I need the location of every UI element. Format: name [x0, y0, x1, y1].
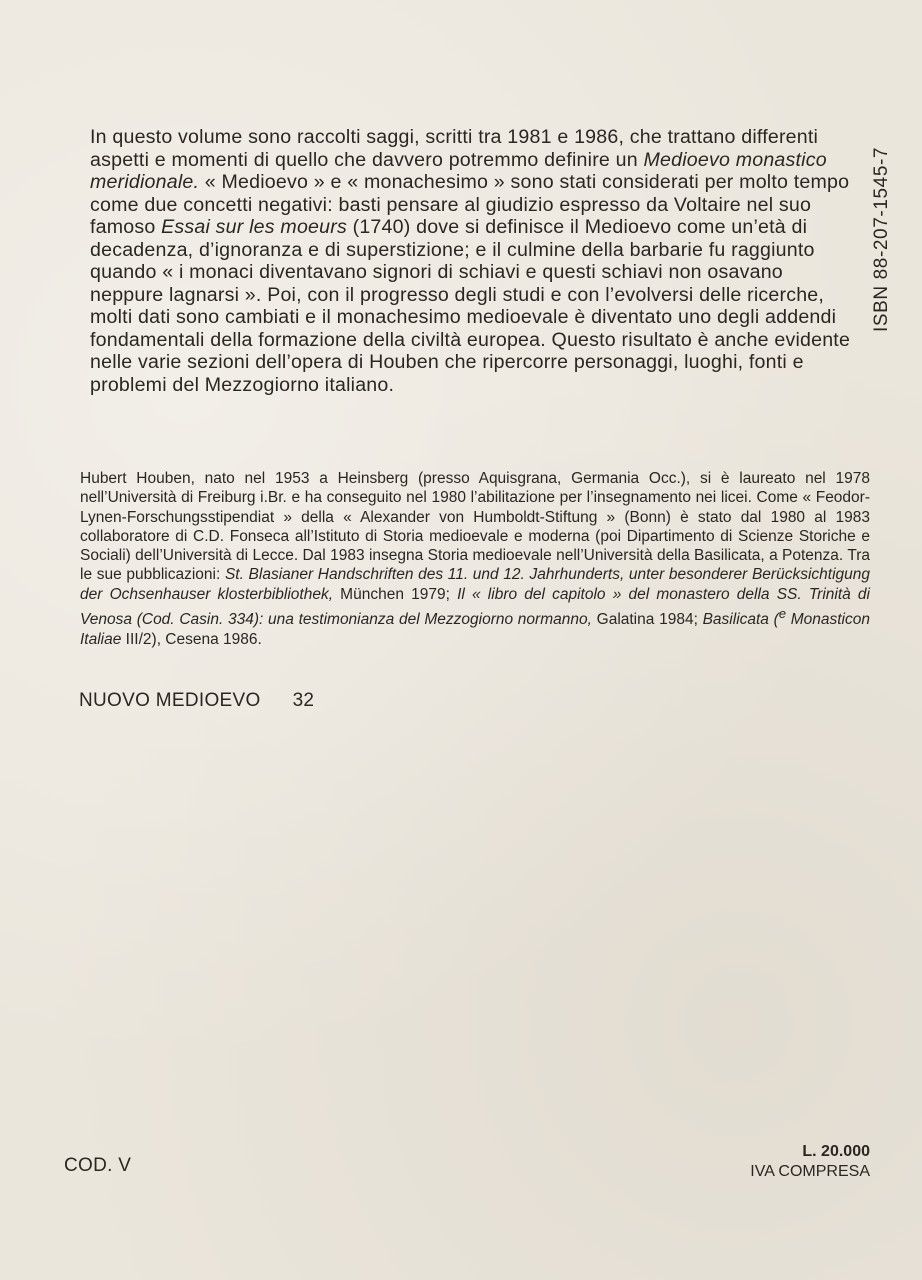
series-label — [79, 690, 314, 712]
author-bio: Hubert Houben, nato nel 1953 a Heinsberg (presso Aquisgrana, Germania Occ.), si è laureato nel 1978 nell’Università di Freiburg i.Br. e ha conseguito nel 1980 l’abilitazione per l’insegnamento nei licei. Come « Feodor-Lynen-Forschungsstipendiat » della « Alexander von Humboldt-Stiftung » (Bonn) è stato dal 1980 al 1983 collaboratore di C.D. Fonseca all’Istituto di Storia medioevale e moderna (poi Dipartimento di Scienze Storiche e Sociali) dell’Università di Lecce. Dal 1983 insegna Storia medioevale nell’Università della Basilicata, a Potenza. Tra le sue pubblicazioni: St. Blasianer Handschriften des 11. und 12. Jahrhunderts, unter besonderer Berücksichtigung der Ochsenhauser klosterbibliothek, München 1979; Il « libro del capitolo » del monastero della SS. Trinità di Venosa (Cod. Casin. 334): una testimonianza del Mezzogiorno normanno, Galatina 1984; Basilicata ($^e$ Monasticon Italiae III/2), Cesena 1986. — [80, 470, 875, 648]
blurb-paragraph: In questo volume sono raccolti saggi, scritti tra 1981 e 1986, che trattano differenti aspetti e momenti di quello che davvero potremmo definire un Medioevo monastico meridionale. « Medioevo » e « monachesimo » sono stati considerati per molto tempo come due concetti negativi: basti pensare al giudizio espresso da Voltaire nel suo famoso Essai sur les moeurs (1740) dove si definisce il Medioevo come un’età di decadenza, d’ignoranza e di superstizione; e il culmine della barbarie fu raggiunto quando « i monaci diventavano signori di schiavi e questi schiavi non osavano neppure lagnarsi ». Poi, con il progresso degli studi e con l’evolversi delle ricerche, molti dati sono cambiati e il monachesimo medioevale è diventato uno degli addendi fondamentali della formazione della civiltà europea. Questo risultato è anche evidente nelle varie sezioni dell’opera di Houben che ripercorre personaggi, luoghi, fonti e problemi del Mezzogiorno italiano. — [90, 126, 856, 396]
vat-note: IVA COMPRESA — [750, 1163, 870, 1180]
code-label: COD. V — [64, 1155, 132, 1176]
price-amount: L. 20.000 — [802, 1143, 870, 1160]
isbn: ISBN 88-207-1545-7 — [871, 146, 892, 332]
price-block — [750, 1142, 870, 1182]
publication-title: Basilicata ( — [702, 611, 779, 629]
publication-title: Il « libro del capitolo » del monastero della SS. Trinità di Venosa (Cod. Casin. 334): una testimonianza del Mezzogiorno normanno, — [80, 585, 875, 629]
series-number: 32 — [292, 690, 315, 711]
italic-phrase: Medioevo monastico meridionale. — [90, 148, 833, 193]
italic-title: Essai sur les moeurs — [161, 216, 347, 238]
series-name: NUOVO MEDIOEVO — [79, 690, 261, 711]
publication-title: St. Blasianer Handschriften des 11. und 12. Jahrhunderts, unter besonderer Berücksichtigung der Ochsenhauser klosterbibliothek, — [80, 566, 875, 603]
